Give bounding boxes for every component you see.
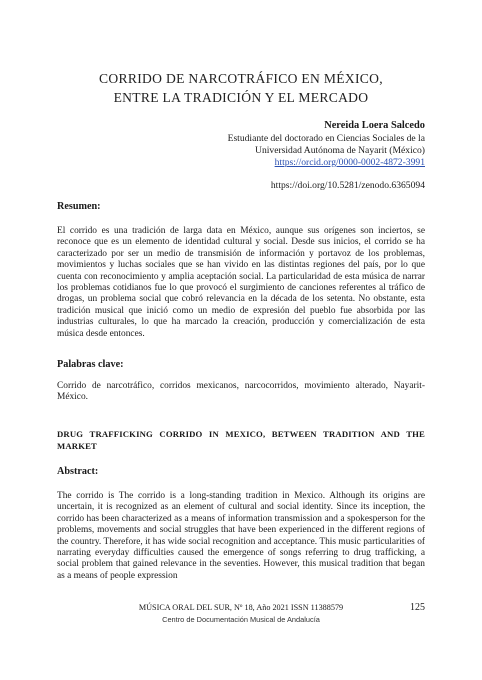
author-affiliation-line-2: Universidad Autónoma de Nayarit (México)	[255, 145, 425, 156]
palabras-clave-text: Corrido de narcotráfico, corridos mexicanos, narcocorridos, movimiento alterado, Nayarit-México.	[57, 381, 425, 403]
footer-journal: MÚSICA ORAL DEL SUR, Nº 18, Año 2021 ISSN 11388579	[138, 603, 344, 612]
palabras-clave-heading: Palabras clave:	[57, 359, 124, 370]
article-title-line-2: ENTRE LA TRADICIÓN Y EL MERCADO	[113, 90, 369, 105]
author-affiliation-line-1: Estudiante del doctorado en Ciencias Sociales de la	[227, 133, 425, 144]
article-title-line-1: CORRIDO DE NARCOTRÁFICO EN MÉXICO,	[99, 71, 383, 86]
abstract-text: The corrido is The corrido is a long-standing tradition in Mexico. Although its origins are uncertain, it is recognized as an element of cultural and social identity. Since its inception, the corrido has been characterized as a means of information transmission and a spokesperson for the problems, movements and social struggles that have been experienced in the different regions of the country. Therefore, it has wide social recognition and acceptance. This music particularities of narrating everyday difficulties caused the emergence of songs referring to drug trafficking, a social problem that gained relevance in the seventies. However, this musical tradition that began as a means of people expression	[57, 491, 425, 581]
page-number: 125	[410, 602, 425, 613]
footer-center: Centro de Documentación Musical de Andalucía	[162, 615, 320, 624]
author-name: Nereida Loera Salcedo	[324, 120, 425, 131]
resumen-text: El corrido es una tradición de larga data en México, aunque sus orígenes son inciertos, se reconoce que es un elemento de identidad cultural y social. Desde sus inicios, el corrido se ha caracterizado por ser un medio de transmisión de información y portavoz de los problemas, movimientos y luchas sociales que se han vivido en las distintas regiones del país, por lo que cuenta con reconocimiento y amplia aceptación social. La particularidad de esta música de narrar los problemas cotidianos fue lo que provocó el surgimiento de canciones referentes al tráfico de drogas, un problema social que cobró relevancia en la década de los setenta. No obstante, esta tradición musical que inició como un medio de expresión del pueblo fue absorbida por las industrias culturales, lo que ha marcado la creación, producción y comercialización de esta música desde entonces.	[57, 226, 425, 339]
doi-text: https://doi.org/10.5281/zenodo.6365094	[270, 180, 425, 191]
author-block	[125, 120, 425, 169]
abstract-heading: Abstract:	[57, 466, 99, 477]
resumen-heading: Resumen:	[57, 201, 101, 212]
english-title: DRUG TRAFFICKING CORRIDO IN MEXICO, BETWEEN TRADITION AND THE MARKET	[57, 429, 425, 451]
orcid-link[interactable]: https://orcid.org/0000-0002-4872-3991	[274, 157, 425, 168]
article-title	[40, 69, 442, 107]
